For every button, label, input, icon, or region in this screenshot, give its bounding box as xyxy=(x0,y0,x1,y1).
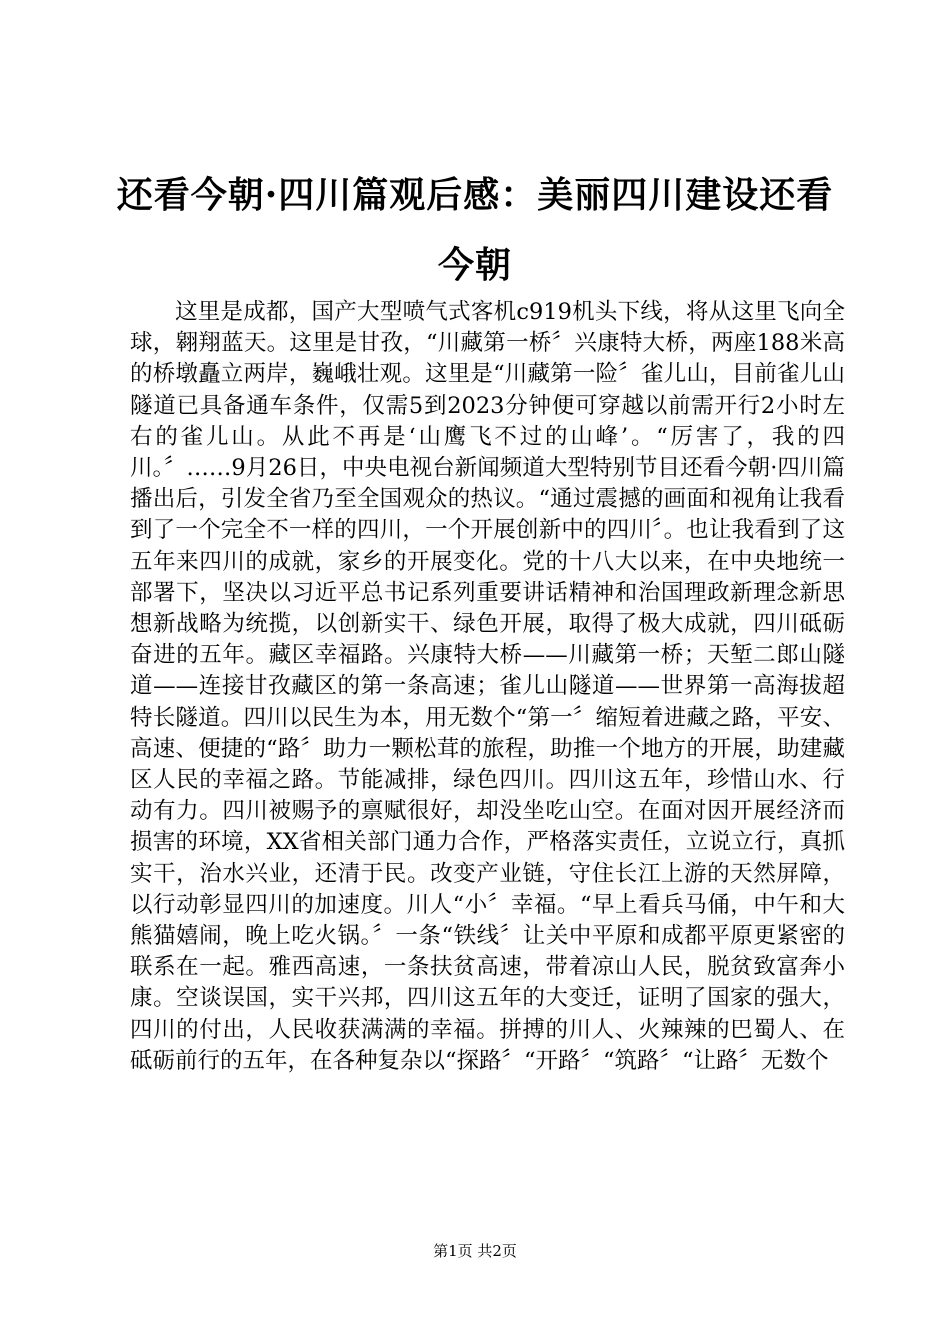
page-number-footer: 第1页 共2页 xyxy=(433,1242,517,1260)
body-paragraph: 这里是成都，国产大型喷气式客机c919机头下线，将从这里飞向全球，翱翔蓝天。这里是甘孜，“川藏第一桥〞兴康特大桥，两座188米高的桥墩矗立两岸，巍峨壮观。这里是“川藏第一险〞雀儿山，目前雀儿山隧道已具备通车条件，仅需5到2023分钟便可穿越以前需开行2小时左右的雀儿山。从此不再是‘山鹰飞不过的山峰’。“厉害了，我的四川。〞……9月26日，中央电视台新闻频道大型特别节目还看今朝·四川篇播出后，引发全省乃至全国观众的热议。“通过震撼的画面和视角让我看到了一个完全不一样的四川，一个开展创新中的四川〞。也让我看到了这五年来四川的成就，家乡的开展变化。党的十八大以来，在中央地统一部署下，坚决以习近平总书记系列重要讲话精神和治国理政新理念新思想新战略为统揽，以创新实干、绿色开展，取得了极大成就，四川砥砺奋进的五年。藏区幸福路。兴康特大桥——川藏第一桥；天堑二郎山隧道——连接甘孜藏区的第一条高速；雀儿山隧道——世界第一高海拔超特长隧道。四川以民生为本，用无数个“第一〞缩短着进藏之路，平安、高速、便捷的“路〞助力一颗松茸的旅程，助推一个地方的开展，助建藏区人民的幸福之路。节能减排，绿色四川。四川这五年，珍惜山水、行动有力。四川被赐予的禀赋很好，却没坐吃山空。在面对因开展经济而损害的环境，XX省相关部门通力合作，严格落实责任，立说立行，真抓实干，治水兴业，还清于民。改变产业链，守住长江上游的天然屏障，以行动彰显四川的加速度。川人“小〞幸福。“早上看兵马俑，中午和大熊猫嬉闹，晚上吃火锅。〞一条“铁线〞让关中平原和成都平原更紧密的联系在一起。雅西高速，一条扶贫高速，带着凉山人民，脱贫致富奔小康。空谈误国，实干兴邦，四川这五年的大变迁，证明了国家的强大，四川的付出，人民收获满满的幸福。拼搏的川人、火辣辣的巴蜀人、在砥砺前行的五年，在各种复杂以“探路〞“开路〞“筑路〞“让路〞无数个 xyxy=(130,299,845,1074)
document-title: 还看今朝·四川篇观后感：美丽四川建设还看今朝 xyxy=(116,174,834,286)
